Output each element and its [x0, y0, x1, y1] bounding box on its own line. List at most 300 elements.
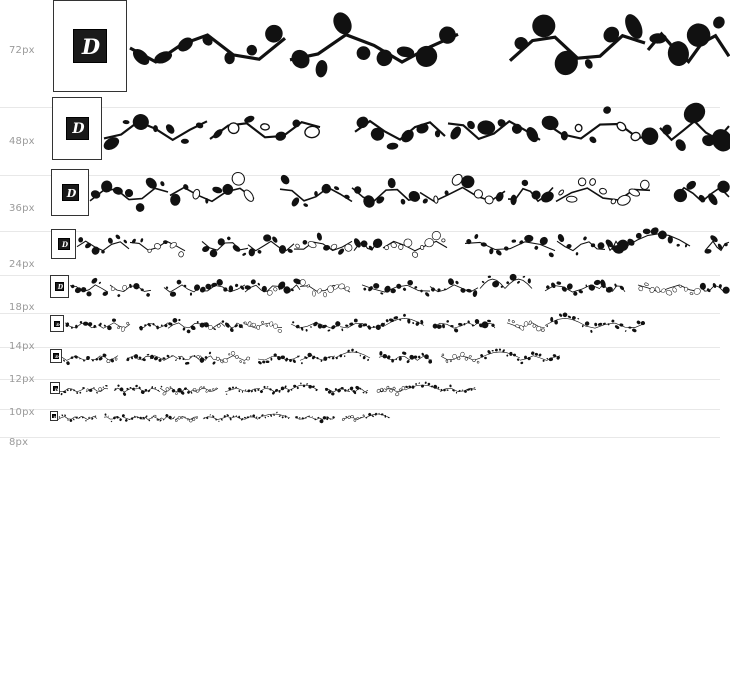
ornament-leaf: [442, 324, 445, 329]
ornament-leaf: [492, 350, 494, 352]
size-label: 18px: [9, 302, 35, 313]
ornament-leaf: [566, 196, 577, 202]
ornament-leaf: [442, 354, 444, 356]
ornament-arch: [405, 381, 440, 390]
ornament-leaf: [561, 131, 568, 141]
ornament-leaf: [119, 418, 122, 421]
ornament-arch: [365, 412, 390, 418]
ornament-floral: [540, 105, 660, 147]
ornament-leaf: [539, 189, 556, 204]
ornament-leaf: [322, 244, 330, 251]
ornament-leaf: [193, 388, 196, 390]
ornament-dense: [408, 352, 432, 364]
ornament-stem: [78, 417, 97, 420]
ornament-leaf: [178, 319, 180, 321]
ornament-ivy: [584, 319, 645, 333]
ornament-leaf: [412, 386, 415, 389]
ornament-leaf: [379, 351, 382, 356]
ornament-leaf: [123, 239, 128, 244]
ornament-leaf: [212, 389, 214, 391]
ornament-stem: [135, 388, 160, 392]
ornament-leaf: [238, 390, 240, 392]
ornament-leaf: [395, 283, 402, 290]
ornament-leaf: [142, 358, 146, 362]
ornament-leaf: [415, 321, 420, 327]
ornament-leaf: [79, 321, 82, 324]
ornament-leaf: [341, 328, 343, 331]
ornament-leaf: [427, 382, 430, 385]
ornament-leaf: [76, 392, 79, 395]
ornament-leaf: [242, 391, 244, 393]
ornament-leaf: [310, 326, 312, 328]
ornament-leaf: [83, 322, 88, 326]
ornament-leaf: [98, 322, 102, 326]
ornament-leaf: [540, 114, 560, 132]
ornament-leaf: [105, 385, 108, 387]
ornament-leaf: [185, 362, 190, 365]
ornament-leaf: [292, 359, 296, 364]
ornament-ivy: [352, 178, 422, 210]
ornament-leaf: [273, 324, 278, 329]
ornament-leaf: [363, 415, 365, 416]
ornament-leaf: [269, 321, 274, 326]
ornament-leaf: [175, 393, 177, 395]
ornament-leaf: [238, 415, 240, 418]
ornament-outline: [216, 351, 251, 365]
ornament-leaf: [177, 280, 182, 285]
ornament-leaf: [301, 417, 304, 420]
ornament-leaf: [261, 321, 264, 324]
size-label: 36px: [9, 203, 35, 214]
ornament-leaf: [102, 386, 104, 388]
ornament-leaf: [351, 348, 354, 351]
ornament-leaf: [399, 127, 416, 144]
ornament-leaf: [588, 135, 598, 144]
ornament-leaf: [472, 359, 476, 362]
ornament-leaf: [403, 313, 407, 317]
ornament-leaf: [264, 416, 266, 418]
ornament-leaf: [558, 189, 565, 196]
ornament-leaf: [86, 291, 92, 297]
ornament-leaf: [515, 324, 520, 328]
ornament-ivy: [440, 384, 476, 393]
ornament-leaf: [347, 416, 351, 420]
ornament-leaf: [566, 243, 572, 249]
ornament-leaf: [362, 392, 364, 394]
ornament-leaf: [418, 382, 420, 384]
ornament-leaf: [181, 139, 189, 144]
ornament-leaf: [369, 126, 387, 143]
ornament-leaf: [256, 325, 259, 330]
ornament-leaf: [273, 287, 278, 292]
ornament-leaf: [117, 384, 120, 387]
ornament-leaf: [467, 388, 471, 391]
ornament-dense: [600, 279, 625, 294]
ornament-leaf: [546, 358, 548, 360]
ornament-leaf: [358, 324, 362, 328]
ornament-leaf: [521, 179, 529, 187]
ornament-vine: [60, 387, 85, 396]
ornament-leaf: [528, 278, 531, 283]
ornament-leaf: [123, 120, 130, 125]
ornament-leaf: [357, 417, 359, 419]
ornament-leaf: [354, 186, 362, 194]
ornament-leaf: [631, 328, 637, 333]
ornament-leaf: [382, 354, 387, 359]
ornament-leaf: [484, 357, 487, 360]
ornament-leaf: [567, 315, 571, 319]
ornament-leaf: [190, 292, 192, 295]
ornament-arch: [335, 348, 370, 361]
ornament-leaf: [395, 392, 400, 397]
ornament-leaf: [499, 348, 502, 351]
ornament-outline: [441, 352, 480, 364]
ornament-leaf: [147, 354, 150, 356]
ornament-leaf: [474, 233, 479, 239]
ornament-leaf: [457, 357, 461, 361]
ornament-leaf: [164, 324, 168, 328]
ornament-leaf: [477, 361, 480, 364]
ornament-leaf: [512, 320, 515, 323]
ornament-leaf: [122, 392, 126, 397]
ornament-leaf: [317, 288, 323, 294]
ornament-leaf: [306, 383, 308, 385]
ornament-leaf: [511, 122, 524, 135]
ornament-leaf: [327, 286, 333, 293]
ornament-leaf: [455, 280, 459, 285]
ornament-leaf: [458, 390, 461, 393]
ornament-leaf: [446, 360, 449, 363]
ornament-leaf: [300, 382, 302, 384]
ornament-leaf: [360, 355, 361, 357]
ornament-leaf: [354, 114, 371, 130]
size-label: 10px: [9, 407, 35, 418]
ornament-leaf: [452, 354, 456, 359]
ornament-leaf: [184, 387, 188, 391]
ornament-leaf: [385, 319, 389, 323]
ornament-ivy: [557, 233, 606, 256]
ornament-outline: [300, 279, 350, 297]
ornament-leaf: [323, 292, 326, 297]
ornament-leaf: [350, 415, 353, 418]
ornament-leaf: [201, 245, 210, 253]
ornament-leaf: [285, 415, 287, 418]
ornament-leaf: [488, 275, 492, 278]
ornament-leaf: [437, 387, 439, 389]
ornament-leaf: [360, 417, 362, 418]
ornament-leaf: [506, 354, 508, 356]
ornament-floral: [420, 172, 505, 205]
ornament-ivy: [325, 387, 350, 396]
ornament-leaf: [110, 358, 115, 363]
ornament-ivy: [164, 280, 201, 297]
ornament-leaf: [531, 13, 556, 38]
ornament-leaf: [450, 325, 454, 327]
ornament-leaf: [126, 322, 129, 325]
ornament-leaf: [512, 35, 530, 52]
ornament-leaf: [615, 121, 627, 133]
ornament-leaf: [481, 281, 484, 284]
ornament-leaf: [117, 326, 120, 329]
ornament-leaf: [269, 388, 272, 391]
ornament-leaf: [218, 421, 219, 422]
ornament-leaf: [407, 189, 423, 204]
ornament-ivy: [432, 320, 475, 333]
ornament-leaf: [588, 284, 596, 292]
ornament-strip: [0, 232, 730, 275]
ornament-dense: [199, 351, 216, 365]
ornament-ivy: [232, 414, 258, 421]
ornament-leaf: [247, 321, 251, 326]
ornament-ivy: [704, 234, 729, 254]
ornament-leaf: [448, 125, 463, 142]
ornament-leaf: [543, 360, 545, 362]
ornament-leaf: [605, 286, 614, 294]
ornament-stem: [248, 241, 294, 250]
ornament-ivy: [545, 279, 601, 296]
ornament-outline: [342, 415, 365, 422]
ornament-leaf: [159, 180, 165, 186]
ornament-leaf: [550, 317, 553, 322]
ornament-leaf: [98, 281, 101, 284]
ornament-leaf: [548, 252, 555, 259]
ornament-leaf: [90, 245, 101, 256]
ornament-leaf: [406, 360, 410, 364]
ornament-leaf: [368, 412, 372, 416]
ornament-leaf: [133, 354, 138, 360]
letter-tile-glyph: D: [81, 34, 101, 59]
ornament-leaf: [193, 283, 201, 291]
ornament-leaf: [212, 361, 216, 365]
ornament-leaf: [266, 360, 270, 363]
ornament-ivy: [121, 414, 145, 423]
ornament-leaf: [465, 238, 472, 245]
ornament-stem: [98, 323, 130, 329]
ornament-vine: [70, 277, 109, 297]
ornament-ivy: [465, 233, 555, 258]
size-label: 8px: [9, 437, 29, 448]
ornament-leaf: [661, 123, 673, 136]
ornament-leaf: [625, 330, 627, 332]
ornament-ivy: [295, 415, 320, 420]
ornament-leaf: [484, 194, 495, 205]
ornament-leaf: [706, 192, 719, 207]
ornament-leaf: [509, 352, 512, 356]
ornament-floral: [78, 415, 97, 421]
ornament-vine: [62, 355, 90, 366]
ornament-leaf: [246, 44, 257, 56]
ornament-strip: [0, 380, 730, 409]
ornament-leaf: [240, 360, 242, 363]
ornament-leaf: [356, 46, 371, 61]
ornament-leaf: [583, 236, 588, 241]
ornament-leaf: [87, 321, 93, 327]
ornament-leaf: [263, 234, 271, 241]
ornament-leaf: [231, 244, 241, 254]
ornament-leaf: [611, 319, 615, 323]
ornament-arch: [480, 275, 505, 288]
ornament-leaf: [360, 388, 362, 390]
ornament-stem: [260, 388, 290, 392]
ornament-leaf: [178, 251, 184, 257]
ornament-leaf: [551, 47, 582, 79]
ornament-leaf: [387, 386, 390, 389]
ornament-floral: [98, 318, 130, 332]
ornament-leaf: [205, 389, 209, 393]
ornament-leaf: [481, 321, 489, 329]
ornament-leaf: [304, 126, 320, 139]
ornament-leaf: [96, 392, 98, 394]
ornament-leaf: [420, 289, 424, 293]
ornament-leaf: [517, 358, 520, 361]
ornament-leaf: [228, 353, 230, 355]
ornament-leaf: [175, 359, 177, 361]
ornament-leaf: [212, 186, 224, 195]
ornament-leaf: [139, 326, 143, 331]
ornament-ivy: [248, 234, 294, 256]
ornament-leaf: [576, 252, 579, 256]
ornament-arch: [290, 382, 318, 391]
ornament-leaf: [209, 414, 211, 416]
ornament-leaf: [400, 198, 406, 205]
letter-tile-glyph: D: [57, 284, 64, 291]
ornament-leaf: [90, 189, 102, 200]
ornament-leaf: [529, 321, 532, 325]
ornament-floral: [91, 353, 118, 363]
ornament-leaf: [672, 287, 677, 293]
ornament-leaf: [577, 318, 579, 320]
ornament-leaf: [140, 238, 144, 243]
ornament-dense: [604, 238, 630, 255]
ornament-leaf: [66, 361, 71, 366]
ornament-leaf: [181, 416, 183, 419]
ornament-ivy: [671, 178, 730, 207]
ornament-leaf: [175, 420, 177, 422]
size-label: 24px: [9, 259, 35, 270]
ornament-leaf: [363, 287, 367, 291]
ornament-ivy: [259, 385, 290, 395]
size-label: 72px: [9, 45, 35, 56]
ornament-leaf: [226, 394, 228, 395]
ornament-leaf: [316, 232, 323, 241]
ornament-leaf: [556, 281, 561, 285]
ornament-ivy: [203, 414, 232, 422]
ornament-leaf: [535, 325, 542, 332]
size-label: 12px: [9, 374, 35, 385]
ornament-leaf: [257, 360, 262, 365]
ornament-leaf: [354, 419, 357, 422]
ornament-outline: [376, 386, 405, 396]
ornament-leaf: [655, 286, 661, 293]
ornament-leaf: [165, 387, 169, 392]
ornament-dense: [319, 416, 335, 424]
ornament-leaf: [331, 357, 334, 360]
ornament-leaf: [63, 359, 66, 362]
ornament-leaf: [154, 387, 156, 389]
ornament-leaf: [480, 354, 484, 359]
ornament-ivy: [168, 317, 200, 334]
ornament-leaf: [67, 419, 68, 421]
ornament-leaf: [594, 323, 597, 327]
ornament-leaf: [704, 249, 712, 254]
ornament-stem: [295, 417, 320, 420]
ornament-leaf: [116, 416, 120, 420]
ornament-leaf: [327, 329, 330, 332]
ornament-leaf: [107, 360, 110, 363]
ornament-leaf: [152, 417, 153, 418]
ornament-leaf: [679, 285, 683, 288]
ornament-leaf: [446, 389, 448, 391]
ornament-strip: [0, 0, 730, 107]
ornament-leaf: [232, 386, 235, 389]
ornament-leaf: [715, 178, 730, 195]
ornament-leaf: [184, 417, 186, 419]
ornament-strip: [0, 314, 730, 347]
ornament-leaf: [107, 237, 114, 244]
ornament-leaf: [187, 418, 189, 420]
ornament-leaf: [628, 326, 631, 328]
ornament-leaf: [162, 357, 165, 360]
ornament-leaf: [424, 291, 430, 297]
ornament-leaf: [487, 319, 491, 322]
ornament-leaf: [215, 388, 217, 390]
ornament-leaf: [87, 389, 89, 391]
ornament-arch: [480, 348, 520, 361]
ornament-leaf: [398, 244, 403, 250]
ornament-leaf: [530, 351, 534, 356]
ornament-leaf: [307, 352, 312, 357]
ornament-leaf: [266, 289, 273, 296]
size-label: 48px: [9, 136, 35, 147]
ornament-leaf: [65, 322, 70, 327]
ornament-leaf: [226, 236, 231, 241]
ornament-leaf: [584, 321, 590, 327]
ornament-leaf: [522, 276, 525, 278]
ornament-leaf: [250, 415, 252, 417]
ornament-leaf: [673, 137, 687, 153]
ornament-leaf: [79, 392, 81, 394]
ornament-leaf: [700, 283, 707, 290]
ornament-floral: [160, 385, 178, 395]
ornament-leaf: [223, 287, 227, 291]
ornament-leaf: [312, 291, 315, 297]
ornament-leaf: [292, 321, 294, 323]
ornament-leaf: [108, 416, 109, 417]
ornament-leaf: [104, 413, 106, 416]
ornament-leaf: [575, 124, 583, 132]
ornament-leaf: [402, 386, 405, 390]
ornament-leaf: [385, 246, 389, 250]
ornament-leaf: [503, 246, 509, 252]
ornament-leaf: [546, 325, 548, 327]
ornament-leaf: [122, 285, 127, 291]
ornament-leaf: [196, 355, 200, 359]
ornament-leaf: [223, 415, 226, 418]
ornament-leaf: [260, 124, 269, 131]
ornament-leaf: [469, 355, 472, 357]
ornament-leaf: [644, 282, 649, 286]
ornament-dense: [474, 318, 495, 328]
ornament-leaf: [170, 386, 172, 388]
ornament-dense: [353, 237, 385, 252]
ornament-leaf: [182, 327, 185, 331]
ornament-leaf: [583, 58, 594, 70]
ornament-leaf: [344, 286, 350, 292]
ornament-leaf: [421, 352, 424, 356]
ornament-leaf: [270, 358, 272, 361]
ornament-leaf: [302, 239, 308, 245]
ornament-leaf: [534, 245, 539, 250]
